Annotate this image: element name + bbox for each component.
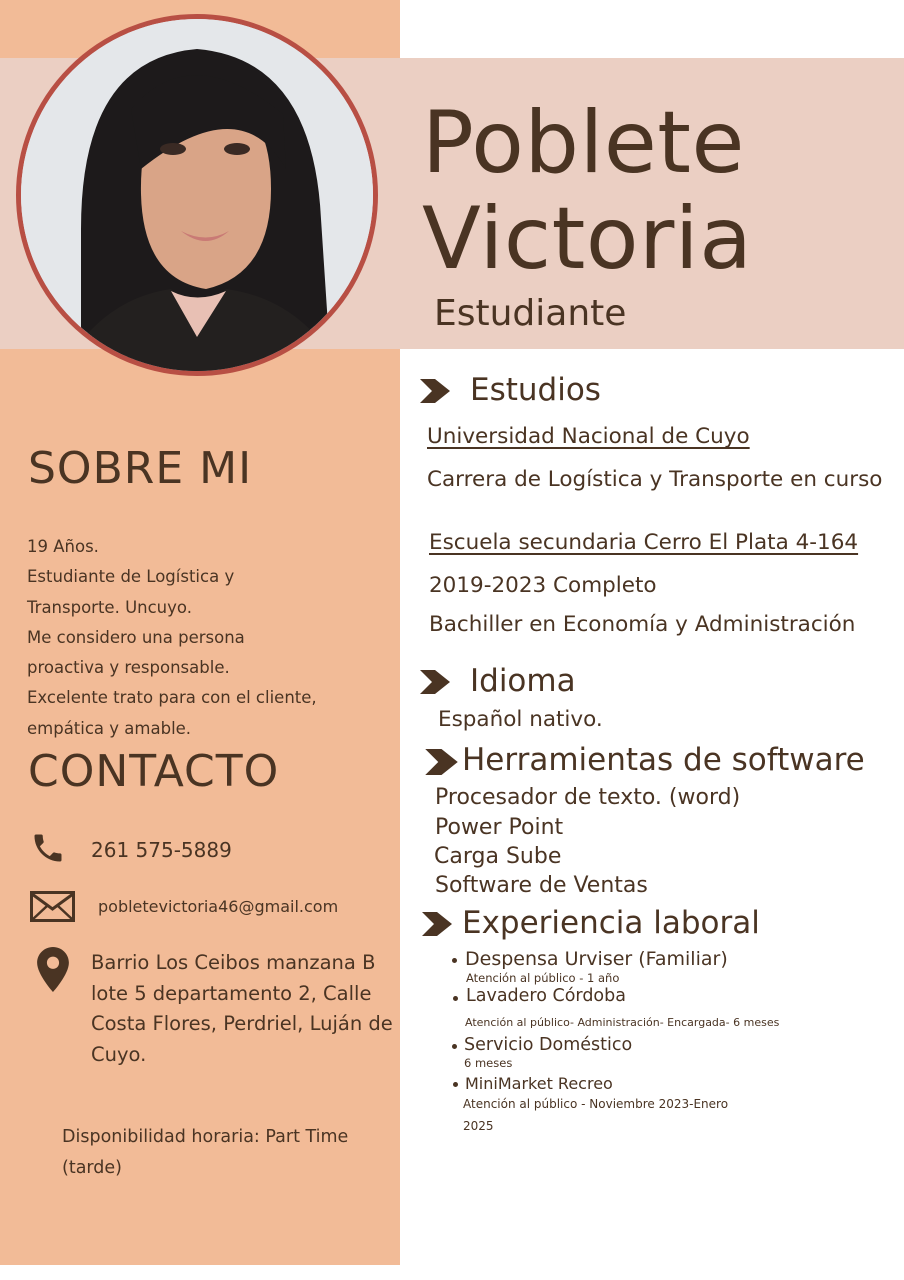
language-value: Español nativo. [438,707,603,732]
about-line: 19 Años. [27,537,99,556]
job-name: Lavadero Córdoba [466,986,626,1006]
about-line: Estudiante de Logística y [27,567,235,587]
software-item: Carga Sube [434,844,562,869]
chevron-right-icon [420,670,450,694]
chevron-right-icon [422,912,452,936]
role-title: Estudiante [434,293,627,334]
software-item: Power Point [435,815,564,840]
about-line: proactiva y responsable. [27,658,230,678]
about-title: SOBRE MI [28,443,253,494]
job-detail: 6 meses [464,1056,513,1070]
studies-school-1-detail: Carrera de Logística y Transporte en curso [427,467,883,492]
chevron-right-icon [420,379,450,403]
job-detail: Atención al público- Administración- Encargada- 6 meses [465,1016,780,1029]
job-detail-continued: 2025 [463,1119,494,1133]
list-bullet [452,1044,457,1049]
profile-photo [16,14,378,376]
about-line: empática y amable. [27,718,192,738]
availability-text [62,1122,348,1184]
software-item: Software de Ventas [435,873,648,898]
studies-school-2-years: 2019-2023 Completo [429,573,657,598]
job-detail: Atención al público - 1 año [466,971,620,985]
contact-title: CONTACTO [28,746,280,797]
email-icon [30,891,75,922]
address-line: lote 5 departamento 2, Calle [91,981,372,1005]
availability-line: (tarde) [62,1158,123,1178]
software-title: Herramientas de software [462,742,865,778]
phone-icon [30,830,66,866]
about-line: Excelente trato para con el cliente, [27,688,317,708]
language-title: Idioma [470,663,576,699]
studies-title: Estudios [470,372,601,408]
phone-number: 261 575-5889 [91,838,232,862]
list-bullet [452,958,457,963]
about-line: Me considero una persona [27,627,245,647]
address-line: Barrio Los Ceibos manzana B [91,951,376,974]
profile-photo-illustration [21,19,373,371]
chevron-right-icon [425,749,458,775]
job-name: Servicio Doméstico [464,1035,633,1055]
job-detail: Atención al público - Noviembre 2023-Enero [463,1097,729,1111]
studies-school-1: Universidad Nacional de Cuyo [427,424,750,449]
address-line: Costa Flores, Perdriel, Luján de [91,1012,393,1036]
address-text [91,948,393,1071]
email-address: pobletevictoria46@gmail.com [98,897,339,916]
address-line: Cuyo. [91,1043,147,1067]
about-text [27,532,387,744]
job-name: Despensa Urviser (Familiar) [465,948,728,970]
name-first-line: Poblete [422,93,745,193]
list-bullet [453,1082,458,1087]
about-line: Transporte. Uncuyo. [27,597,192,617]
list-bullet [453,996,458,1001]
location-pin-icon [37,947,69,992]
job-name: MiniMarket Recreo [465,1074,613,1093]
name-second-line: Victoria [422,189,753,289]
software-item: Procesador de texto. (word) [435,785,741,810]
experience-title: Experiencia laboral [462,905,760,941]
studies-school-2-detail: Bachiller en Economía y Administración [429,612,856,637]
studies-school-2: Escuela secundaria Cerro El Plata 4-164 [429,530,859,555]
availability-line: Disponibilidad horaria: Part Time [62,1127,349,1147]
